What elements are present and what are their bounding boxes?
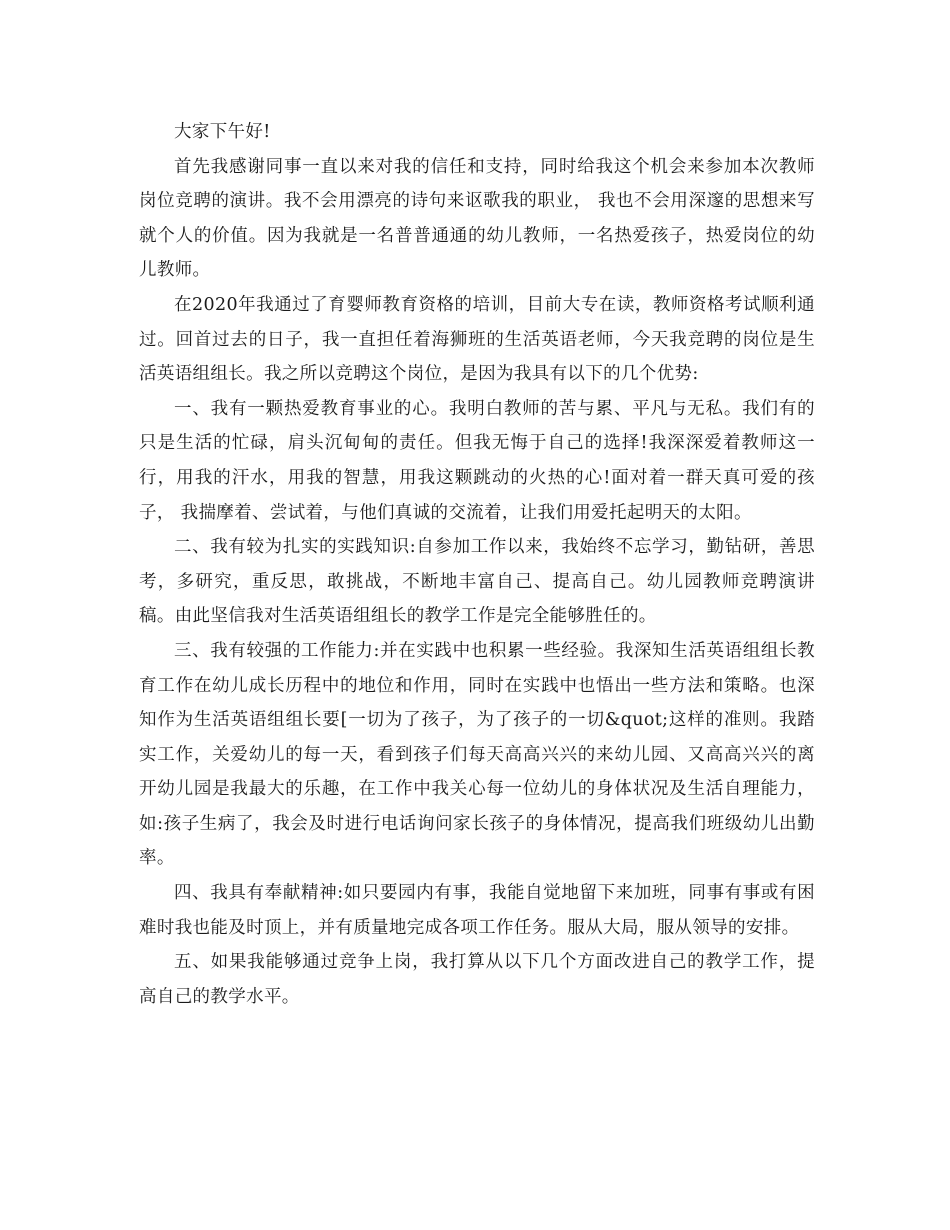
greeting-paragraph: 大家下午好!: [174, 122, 271, 142]
advantage-one-paragraph: 一、我有一颗热爱教育事业的心。我明白教师的苦与累、平凡与无私。我们有的只是生活的忙碌，肩头沉甸甸的责任。但我无悔于自己的选择!我深深爱着教师这一行，用我的汗水，用我的智慧，用我这颗跳动的火热的心!面对着一群天真可爱的孩子， 我揣摩着、尝试着，与他们真诚的交流着，让我们用爱托起明天的太阳。: [139, 398, 815, 523]
advantage-four-paragraph: 四、我具有奉献精神:如只要园内有事，我能自觉地留下来加班，同事有事或有困难时我也能及时顶上，并有质量地完成各项工作任务。服从大局，服从领导的安排。: [139, 883, 815, 938]
advantage-three-paragraph: 三、我有较强的工作能力:并在实践中也积累一些经验。我深知生活英语组组长教育工作在幼儿成长历程中的地位和作用，同时在实践中也悟出一些方法和策略。也深知作为生活英语组组长要[一切为了孩子，为了孩子的一切&quot;这样的准则。我踏实工作，关爱幼儿的每一天，看到孩子们每天高高兴兴的来幼儿园、又高高兴兴的离开幼儿园是我最大的乐趣，在工作中我关心每一位幼儿的身体状况及生活自理能力，如:孩子生病了，我会及时进行电话询问家长孩子的身体情况，提高我们班级幼儿出勤率。: [139, 640, 815, 869]
document-body: [139, 115, 815, 1014]
background-paragraph: 在2020年我通过了育婴师教育资格的培训，目前大专在读，教师资格考试顺利通过。回首过去的日子，我一直担任着海狮班的生活英语老师，今天我竞聘的岗位是生活英语组组长。我之所以竞聘这个岗位，是因为我具有以下的几个优势:: [139, 294, 815, 385]
intro-paragraph: 首先我感谢同事一直以来对我的信任和支持，同时给我这个机会来参加本次教师岗位竞聘的演讲。我不会用漂亮的诗句来讴歌我的职业， 我也不会用深邃的思想来写就个人的价值。因为我就是一名普普通通的幼儿教师，一名热爱孩子，热爱岗位的幼儿教师。: [139, 156, 815, 281]
advantage-two-paragraph: 二、我有较为扎实的实践知识:自参加工作以来，我始终不忘学习，勤钻研，善思考，多研究，重反思，敢挑战，不断地丰富自己、提高自己。幼儿园教师竞聘演讲稿。由此坚信我对生活英语组组长的教学工作是完全能够胜任的。: [139, 537, 815, 627]
plan-paragraph: 五、如果我能够通过竞争上岗，我打算从以下几个方面改进自己的教学工作，提高自己的教学水平。: [139, 952, 815, 1007]
